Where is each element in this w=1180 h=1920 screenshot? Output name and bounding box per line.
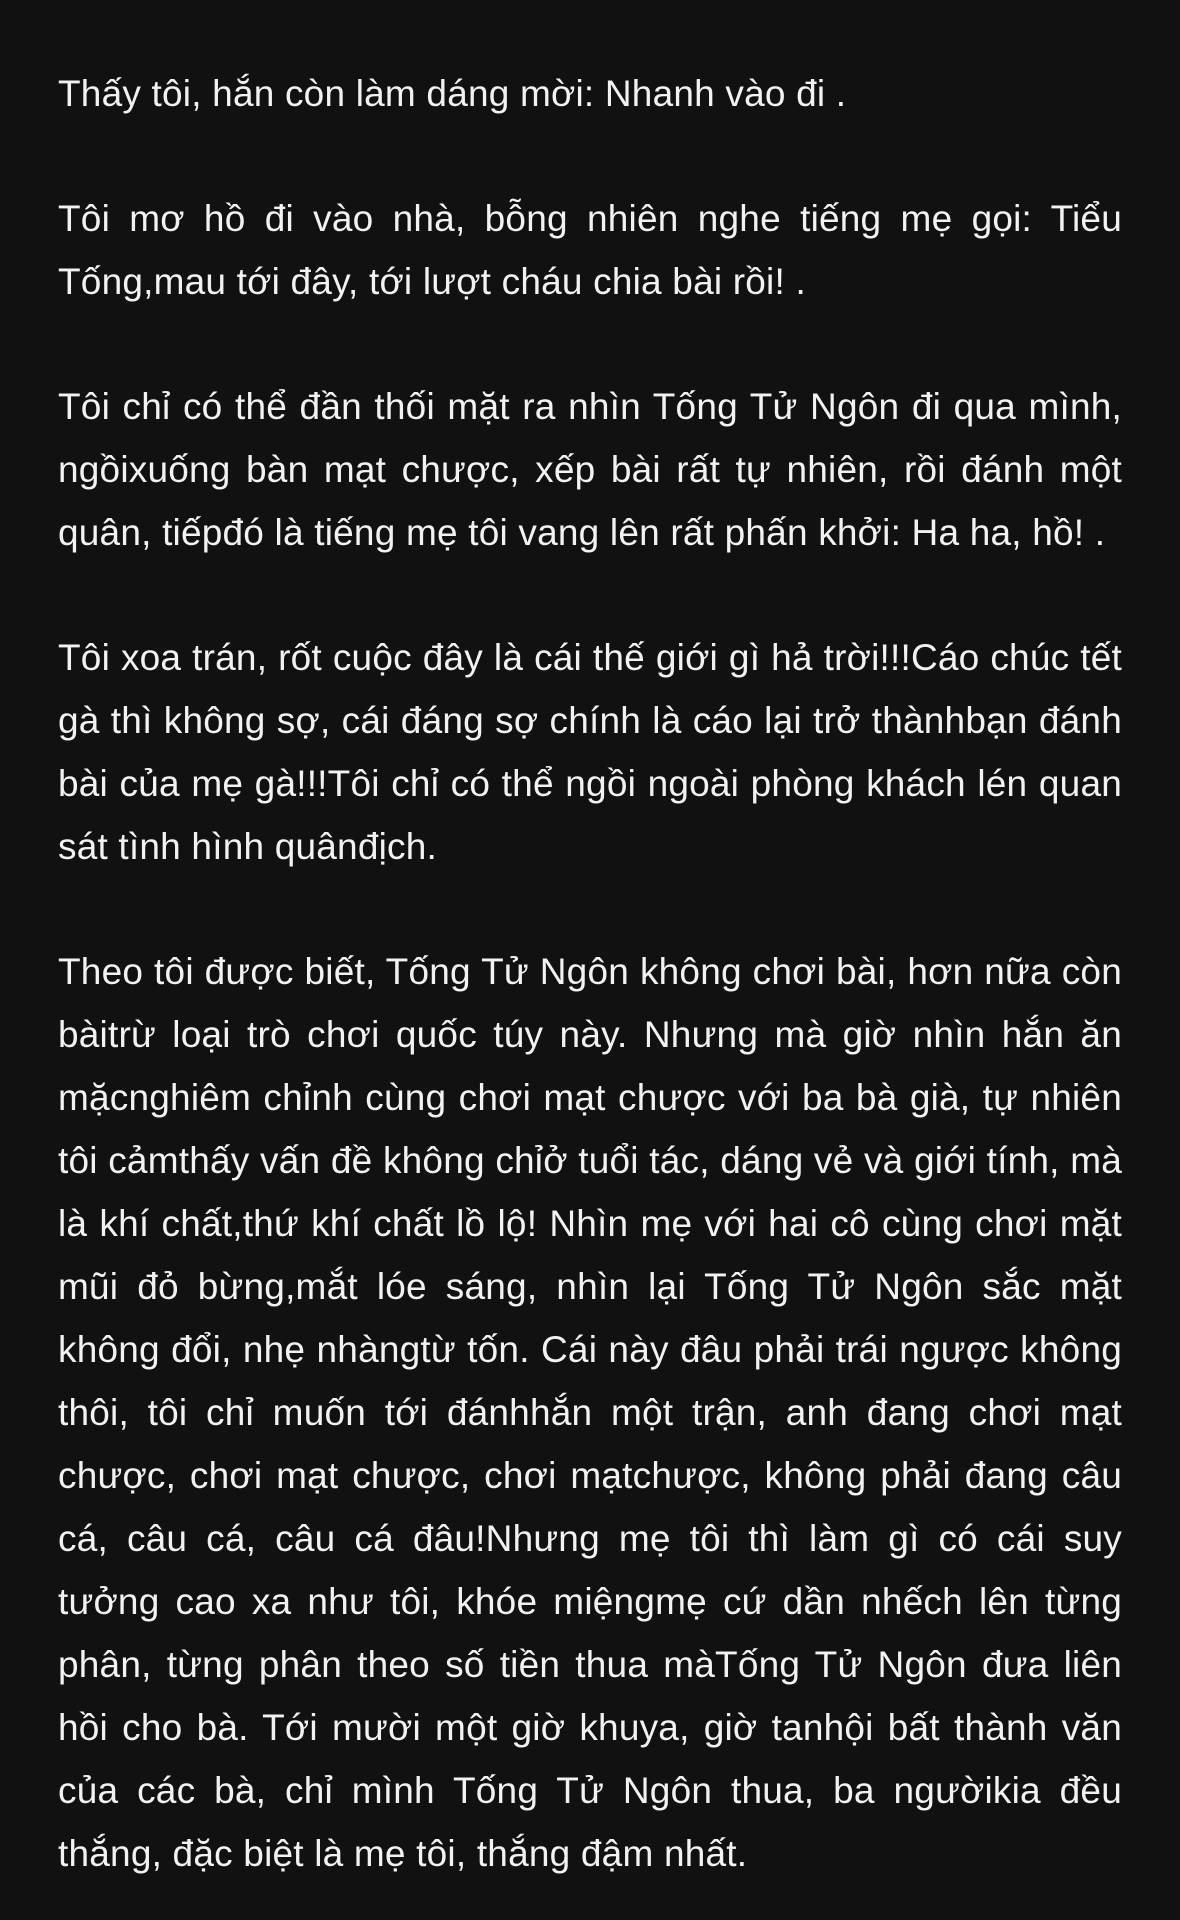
paragraph-2: Tôi mơ hồ đi vào nhà, bỗng nhiên nghe tiếng mẹ gọi: Tiểu Tống,mau tới đây, tới lượt cháu chia bài rồi! . — [58, 198, 1122, 302]
paragraph-1: Thấy tôi, hắn còn làm dáng mời: Nhanh vào đi . — [58, 73, 847, 114]
paragraph-5: Theo tôi được biết, Tống Tử Ngôn không chơi bài, hơn nữa còn bàitrừ loại trò chơi quốc túy này. Nhưng mà giờ nhìn hắn ăn mặcnghiêm chỉnh cùng chơi mạt chược với ba bà già, tự nhiên tôi cảmthấy vấn đề không chỉở tuổi tác, dáng vẻ và giới tính, mà là khí chất,thứ khí chất lồ lộ! Nhìn mẹ với hai cô cùng chơi mặt mũi đỏ bừng,mắt lóe sáng, nhìn lại Tống Tử Ngôn sắc mặt không đổi, nhẹ nhàngtừ tốn. Cái này đâu phải trái ngược không thôi, tôi chỉ muốn tới đánhhắn một trận, anh đang chơi mạt chược, chơi mạt chược, chơi mạtchược, không phải đang câu cá, câu cá, câu cá đâu!Nhưng mẹ tôi thì làm gì có cái suy tưởng cao xa như tôi, khóe miệngmẹ cứ dần nhếch lên từng phân, từng phân theo số tiền thua màTống Tử Ngôn đưa liên hồi cho bà. Tới mười một giờ khuya, giờ tanhội bất thành văn của các bà, chỉ mình Tống Tử Ngôn thua, ba ngườikia đều thắng, đặc biệt là mẹ tôi, thắng đậm nhất. — [58, 951, 1122, 1874]
paragraph-3: Tôi chỉ có thể đần thối mặt ra nhìn Tống Tử Ngôn đi qua mình, ngồixuống bàn mạt chược, xếp bài rất tự nhiên, rồi đánh một quân, tiếpđó là tiếng mẹ tôi vang lên rất phấn khởi: Ha ha, hồ! . — [58, 386, 1122, 553]
paragraph-4: Tôi xoa trán, rốt cuộc đây là cái thế giới gì hả trời!!!Cáo chúc tết gà thì không sợ, cái đáng sợ chính là cáo lại trở thànhbạn đánh bài của mẹ gà!!!Tôi chỉ có thể ngồi ngoài phòng khách lén quan sát tình hình quânđịch. — [58, 637, 1122, 867]
